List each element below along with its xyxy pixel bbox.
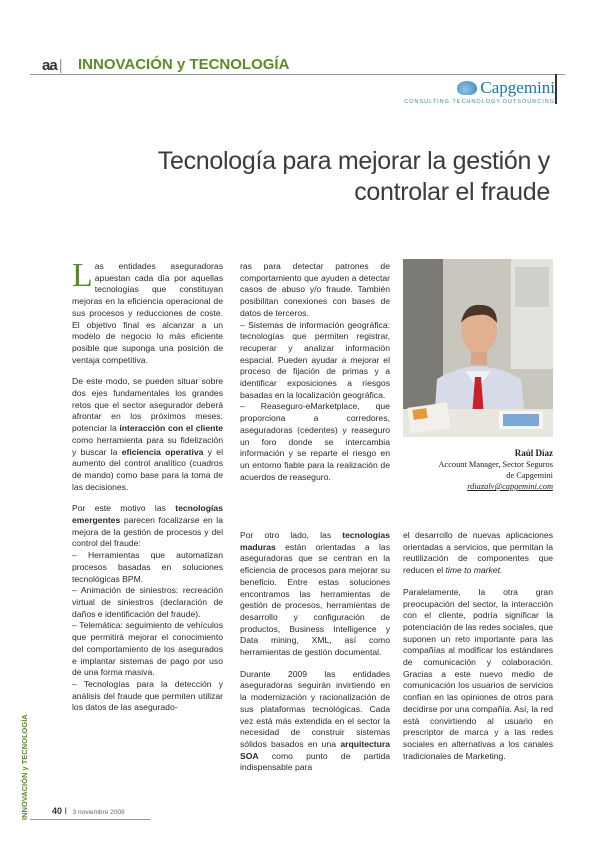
photo-caption: [403, 448, 553, 492]
article-title: Tecnología para mejorar la gestión y controlar el fraude: [157, 147, 550, 206]
footer-rule: [30, 819, 150, 820]
intro-paragraph: [72, 257, 223, 366]
column-3: [403, 530, 553, 772]
page-number: 40: [52, 806, 63, 816]
vertical-label-text: INNOVACIÓN y TECNOLOGÍA: [20, 714, 29, 820]
column-2-bottom: [240, 530, 390, 784]
highlight-interaccion: interacción con el cliente: [119, 423, 223, 434]
brand-tagline: CONSULTING.TECHNOLOGY.OUTSOURCING: [404, 99, 555, 105]
list-item: – Telemática: seguimiento de vehículos que permitirá mejorar el conocimiento del comportamiento de los asegurados e implantar sistemas de pago por uso de una forma masiva.: [72, 620, 223, 678]
cloud-logo-icon: [457, 81, 477, 95]
continued-text: ras para detectar patrones de comportamiento que ayuden a detectar casos de abuso y/o fraude. También posibilitan conexiones con bases de datos de terceros.: [240, 261, 390, 318]
highlight-maduras: tecnologías maduras: [240, 530, 390, 552]
capgemini-logo: [404, 78, 555, 105]
list-item: – Tecnologías para la detección y análisis del fraude que permiten utilizar los datos de las asegurado-: [72, 678, 223, 713]
header-rule: [30, 74, 565, 75]
paragraph-maduras: Por otro lado, las tecnologías maduras están orientadas a las aseguradoras que se centran en la eficiencia de procesos para mejorar su beneficio. Entre estas soluciones encontramos las herramientas de gestión de procesos, herramientas de desarrollo y configuración de productos, Business Intelligence y Data mining, XML, así como herramientas de gestión documental.: [240, 530, 390, 658]
highlight-emergentes: tecnologías emergentes: [72, 503, 223, 526]
paragraph-emergentes: Por este motivo las tecnologías emergentes parecen focalizarse en la mejora de la gestión de procesos y del control del fraude:: [72, 503, 223, 549]
paragraph-redes-sociales: Paralelamente, la otra gran preocupación del sector, la interacción con el cliente, podría significar la potenciación de las redes sociales, que suponen un reto importante para las compañías al modificar los estándares de comunicación y colaboración. Gracias a este nuevo medio de comunicación los usuarios de servicios confían en las opiniones de otros para decidirse por una compañía. Así, la red está convirtiendo al usuario en prescriptor de marca y a las redes sociales en alternativas a los canales tradicionales de Marketing.: [403, 586, 554, 761]
vertical-section-label: [18, 600, 30, 820]
highlight-eficiencia: eficiencia operativa: [121, 446, 204, 457]
footer-separator: I: [64, 806, 68, 816]
paragraph-retos: De este modo, se pueden situar sobre dos ejes fundamentales los grandes retos que el sector asegurador deberá afrontar en los próximos meses: potenciar la interacción con el cliente como herramienta para su fidelización y buscar la eficiencia operativa y el aumento del control analítico (cuadros de mando) como base para la toma de las decisiones.: [72, 376, 223, 492]
intro-text: as entidades aseguradoras apuestan cada día por aquellas tecnologías que constituyan mejoras en la eficiencia operacional de sus procesos y reducciones de coste. El objetivo final es alcanzar a un modelo de negocio lo más eficiente posible que suponga una posición de ventaja competitiva.: [72, 261, 223, 365]
paragraph-2009: Durante 2009 las entidades aseguradoras seguirán invirtiendo en la modernización y racionalización de sus plataformas tecnológicas. Cada vez está más extendida en el sector la necesidad de construir sistemas sólidos basados en una arquitectura SOA como punto de partida indispensable para: [240, 668, 390, 773]
caption-role: Account Manager, Sector Seguros: [438, 460, 553, 469]
caption-company: de Capgemini: [506, 471, 553, 480]
section-logo-text: aa: [42, 57, 57, 74]
list-item: – Animación de siniestros: recreación virtual de siniestros (declaración de daños e identificación del fraude).: [72, 585, 223, 619]
page-footer: [52, 806, 125, 816]
caption-name: Raúl Díaz: [514, 448, 553, 458]
list-item: – Sistemas de información geográfica: tecnologías que permiten registrar, recuperar y analizar información espacial. Pueden ayudar a mejorar el proceso de fijación de primas y a identificar exposiciones a riesgos basadas en la localización geográfica.: [240, 319, 390, 400]
paragraph-aplicaciones: el desarrollo de nuevas aplicaciones orientadas a servicios, que permitan la reutilización de componentes que reducen el time to market.: [403, 530, 553, 576]
issue-date: 3 noviembre 2008: [72, 809, 125, 816]
brand-divider: [555, 74, 557, 104]
column-2-top: [240, 261, 390, 483]
brand-name: Capgemini: [480, 78, 555, 97]
drop-cap: L: [72, 257, 93, 294]
caption-email-link[interactable]: rdiazalv@capgemini.com: [467, 482, 553, 491]
section-title: INNOVACIÓN y TECNOLOGÍA: [78, 56, 290, 73]
portrait-illustration: [403, 259, 553, 437]
highlight-soa: arquitectura SOA: [240, 738, 390, 761]
column-1: [72, 257, 223, 714]
portrait-photo: [403, 259, 553, 437]
list-item: – Herramientas que automatizan procesos basadas en soluciones tecnológicas BPM.: [72, 550, 223, 584]
section-logo: aa |: [42, 57, 62, 74]
italic-time-to-market: time to market.: [445, 565, 503, 576]
list-item: – Reaseguro-eMarketplace, que proporciona a corredores, aseguradoras (cedentes) y reaseguro un foro donde se intercambia información y se reparte el riesgo en un entorno fiable para la realización de acuerdos de reaseguro.: [240, 401, 390, 482]
